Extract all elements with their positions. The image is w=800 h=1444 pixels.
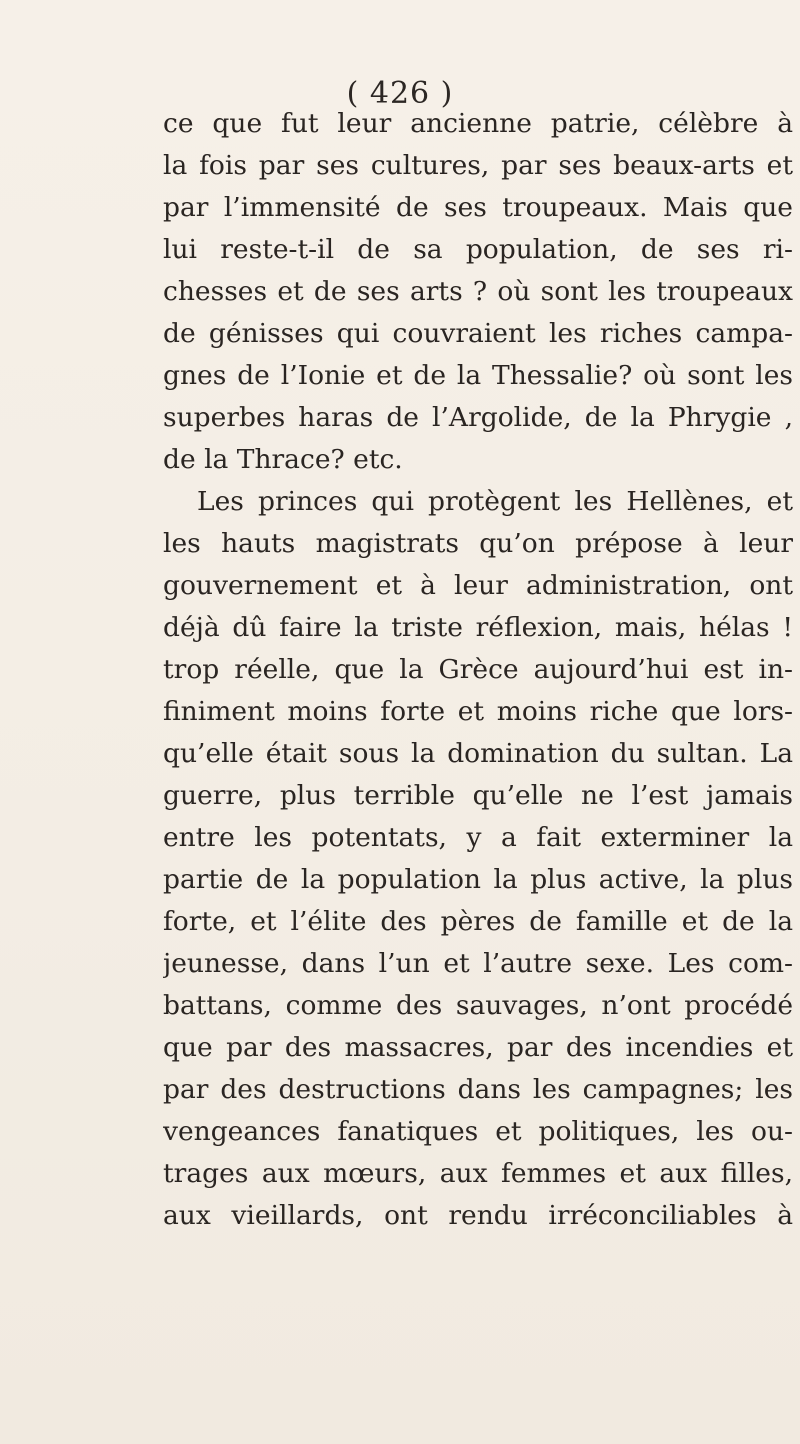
text-line: ce que fut leur ancienne patrie, célèbre à <box>163 108 793 139</box>
text-line: de génisses qui couvraient les riches campa- <box>163 318 793 349</box>
text-line: que par des massacres, par des incendies et <box>163 1032 793 1063</box>
text-line: forte, et l’élite des pères de famille et de la <box>163 906 793 937</box>
text-line: jeunesse, dans l’un et l’autre sexe. Les com- <box>163 948 793 979</box>
text-line: entre les potentats, y a fait exterminer la <box>163 822 793 853</box>
text-line: superbes haras de l’Argolide, de la Phrygie , <box>163 402 793 433</box>
text-line: partie de la population la plus active, la plus <box>163 864 793 895</box>
text-line: la fois par ses cultures, par ses beaux-arts et <box>163 150 793 181</box>
text-line: guerre, plus terrible qu’elle ne l’est jamais <box>163 780 793 811</box>
paragraph-first-line: Les princes qui protègent les Hellènes, et <box>197 486 793 517</box>
text-line: qu’elle était sous la domination du sultan. La <box>163 738 793 769</box>
text-line: gouvernement et à leur administration, ont <box>163 570 793 601</box>
text-line: de la Thrace? etc. <box>163 444 403 475</box>
text-line: battans, comme des sauvages, n’ont procédé <box>163 990 793 1021</box>
text-line: trages aux mœurs, aux femmes et aux filles, <box>163 1158 793 1189</box>
text-line: vengeances fanatiques et politiques, les ou- <box>163 1116 793 1147</box>
page-number: ( 426 ) <box>346 76 454 111</box>
text-line: par l’immensité de ses troupeaux. Mais que <box>163 192 793 223</box>
text-line: lui reste-t-il de sa population, de ses ri- <box>163 234 793 265</box>
text-line: les hauts magistrats qu’on prépose à leur <box>163 528 793 559</box>
text-line: gnes de l’Ionie et de la Thessalie? où sont les <box>163 360 793 391</box>
text-line: aux vieillards, ont rendu irréconciliables à <box>163 1200 793 1231</box>
text-line: trop réelle, que la Grèce aujourd’hui est in- <box>163 654 793 685</box>
text-line: chesses et de ses arts ? où sont les troupeaux <box>163 276 793 307</box>
text-line: par des destructions dans les campagnes; les <box>163 1074 793 1105</box>
text-line: déjà dû faire la triste réflexion, mais, hélas ! <box>163 612 793 643</box>
text-line: finiment moins forte et moins riche que lors- <box>163 696 793 727</box>
